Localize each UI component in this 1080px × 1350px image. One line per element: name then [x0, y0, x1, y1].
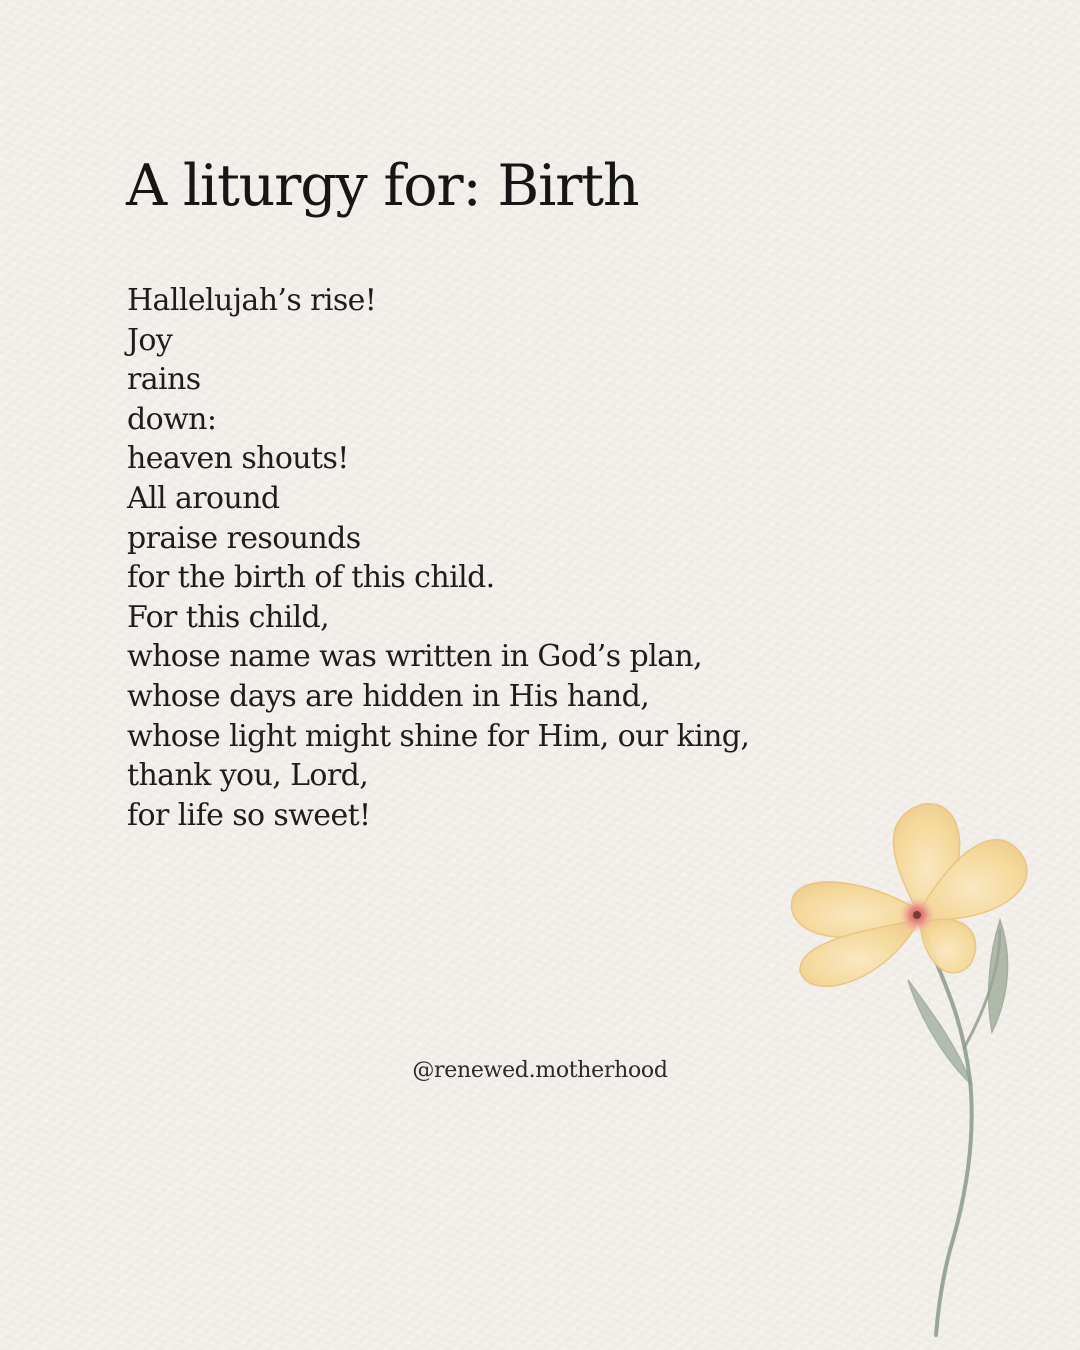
poem-line: praise resounds [127, 520, 361, 556]
poem-line: rains [127, 362, 201, 398]
poem-text [127, 281, 749, 835]
poem-line: thank you, Lord, [127, 758, 369, 794]
poem-line: heaven shouts! [127, 441, 349, 477]
account-handle: @renewed.motherhood [412, 1058, 668, 1083]
poem-line: down: [127, 401, 217, 437]
poem-line: For this child, [127, 599, 330, 635]
poem-line: All around [127, 480, 280, 516]
poem-line: whose light might shine for Him, our king, [127, 718, 750, 754]
poem-line: whose days are hidden in His hand, [127, 678, 650, 714]
poem-line: whose name was written in God’s plan, [127, 639, 703, 675]
poem-line: Joy [127, 322, 173, 358]
poem-line: Hallelujah’s rise! [127, 283, 377, 318]
poem-line: for the birth of this child. [127, 560, 495, 596]
poem-line: for life so sweet! [127, 797, 371, 833]
flower-stem [908, 912, 1008, 1335]
page-title: A liturgy for: Birth [126, 153, 639, 219]
